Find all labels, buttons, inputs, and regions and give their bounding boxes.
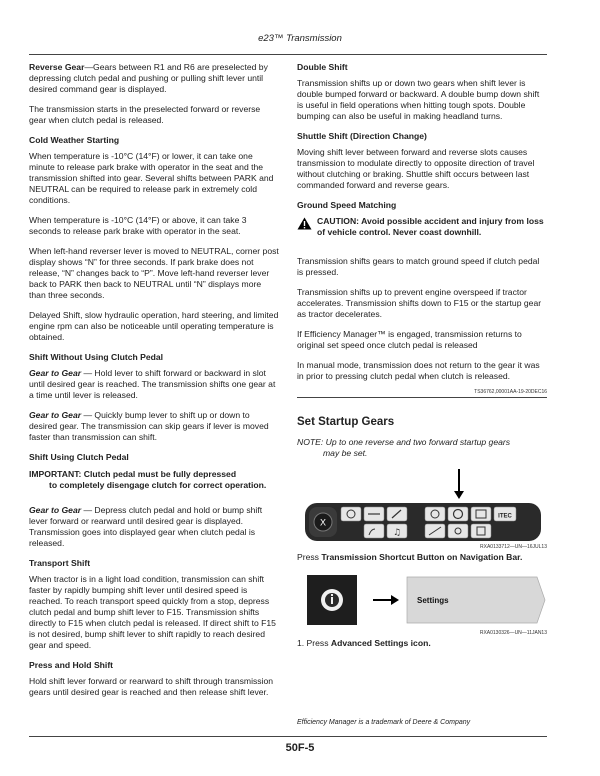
shift-without-clutch-heading: Shift Without Using Clutch Pedal [29,352,164,362]
shift-using-clutch-heading: Shift Using Clutch Pedal [29,452,129,462]
trademark-note: Efficiency Manager is a trademark of Deere & Company [297,719,471,726]
cold-weather-p1: When temperature is -10°C (14°F) or lower, it can take one minute to release park brake with operator in the seat and the transmission shifted into gear. Several shifts between PARK and NEUTRAL can be required to release park in extremely cold conditions. [29,151,274,205]
page-number: 50F-5 [285,742,315,754]
ground-speed-p1: Transmission shifts gears to match ground speed if clutch pedal is pressed. [297,256,540,277]
cold-weather-heading: Cold Weather Starting [29,135,120,145]
caution-text: CAUTION: Avoid possible accident and injury from loss of vehicle control. Never coast downhill. [317,216,544,237]
press-hold-heading: Press and Hold Shift [29,660,114,670]
shuttle-shift-p1: Moving shift lever between forward and reverse slots causes transmission to modulate directly to opposite direction of travel without clutching or braking. Shuttle shift occurs between last commanded forward and reverse gears. [297,147,535,190]
header-rule [29,54,547,55]
cold-weather-p2: When temperature is -10°C (14°F) or above, it can take 3 seconds to release park brake with operator in the seat. [29,215,247,236]
figure-code-2: RXA0130326—UN—11JAN13 [479,630,547,636]
shift-without-clutch-p1: Gear to Gear — Hold lever to shift forward or backward in slot until desired gear is reached. The transmission shifts one gear at a time until lever is released. [29,368,276,400]
step-1: 1. Press Advanced Settings icon. [297,638,431,648]
svg-text:ITEC: ITEC [498,513,512,520]
press-hold-p1: Hold shift lever forward or rearward to shift through transmission gears until desired gear is reached and then release shift lever. [29,676,274,697]
ground-speed-heading: Ground Speed Matching [297,200,397,210]
cold-weather-p4: Delayed Shift, slow hydraulic operation, hard steering, and limited engine rpm can also be noticeable until operating temperature is obtained. [29,310,279,342]
svg-text:♫: ♫ [392,528,402,538]
ground-speed-p3: If Efficiency Manager™ is engaged, transmission returns to original set speed once clutch pedal is released [297,329,522,350]
shift-without-clutch-p2: Gear to Gear — Quickly bump lever to shift up or down to desired gear. The transmission can skip gears if lever is moved faster than transmission can shift. [29,410,269,442]
caution-block [297,216,547,238]
svg-text:Settings: Settings [417,596,449,605]
svg-text:X: X [319,517,327,528]
important-notice: IMPORTANT: Clutch pedal must be fully depressed to completely disengage clutch for correct operation. [29,469,267,490]
transport-shift-p1: When tractor is in a light load condition, transmission can shift faster by rapidly bumping shift lever until desired speed is reached. To reach transport speed quickly from a stop, depress clutch pedal and bump shift lever to F15. Transmission shifts directly to F15 when clutch pedal is released. If direct shift to F15 is not desired, bump shift lever to shift rapidly to reach desired gear and speed. [29,574,276,650]
footer-rule [29,736,547,737]
figure-code-1: RXA0133712—UN—16JUL13 [480,544,547,550]
left-column [29,62,279,707]
ground-speed-p4: In manual mode, transmission does not return to the gear it was in prior to pressing clutch pedal when clutch is released. [297,360,540,381]
double-shift-heading: Double Shift [297,62,348,72]
ground-speed-p2: Transmission shifts up to prevent engine overspeed if tractor accelerates. Transmission shifts down to F15 or the startup gear as tractor decelerates. [297,287,542,319]
shuttle-shift-heading: Shuttle Shift (Direction Change) [297,131,427,141]
navigation-bar-illustration [297,467,547,541]
reverse-gear-paragraph-2: The transmission starts in the preselected forward or reverse gear when clutch pedal is released. [29,104,261,125]
navigation-bar-figure [297,467,547,541]
warning-triangle-icon [297,217,312,230]
shift-using-clutch-p1: Gear to Gear — Depress clutch pedal and hold or bump shift lever forward or rearward until desired gear is displayed. Transmission goes into displayed gear when clutch pedal is released. [29,505,263,548]
startup-gears-heading: Set Startup Gears [297,416,395,428]
right-column [297,62,547,658]
advanced-settings-figure [297,571,547,627]
cold-weather-p3: When left-hand reverser lever is moved to NEUTRAL, corner post display shows “N” for three seconds. If park brake does not release, “N” changes back to “P”. Move left-hand reverser lever back to PARK then back to NEUTRAL until “N” displays more than three seconds. [29,246,279,300]
note-block: NOTE: Up to one reverse and two forward startup gears may be set. [297,437,511,458]
transport-shift-heading: Transport Shift [29,558,91,568]
doc-code: TS36762,00001AA-19-20DEC16 [474,389,547,395]
advanced-settings-illustration [297,571,547,627]
reverse-gear-paragraph: Reverse Gear—Gears between R1 and R6 are preselected by depressing clutch pedal and pushing or pulling shift lever until desired command gear is displayed. [29,62,268,94]
figure-caption-1: Press Transmission Shortcut Button on Navigation Bar. [297,552,523,562]
double-shift-p1: Transmission shifts up or down two gears when shift lever is double bumped forward or backward. A double bump down shift is useful in field operations when hitting tough spots. Double bumping can also be useful in making headland turns. [297,78,540,121]
section-rule [297,397,547,398]
running-header: e23™ Transmission [258,33,342,44]
